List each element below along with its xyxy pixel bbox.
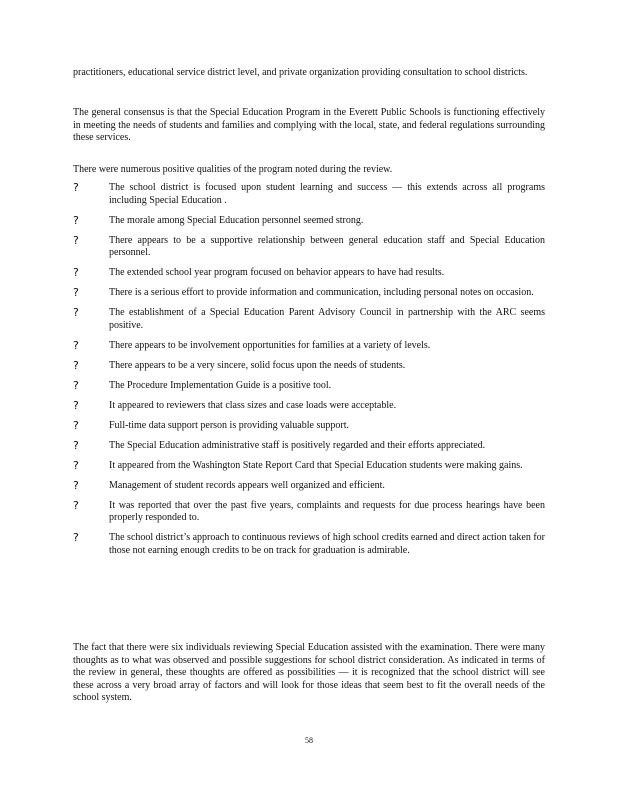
bullet-marker-icon: ? xyxy=(73,378,79,392)
list-item xyxy=(73,420,545,433)
list-item-text: Full-time data support person is providing valuable support. xyxy=(109,419,349,431)
bullet-marker-icon: ? xyxy=(73,286,79,300)
list-item-text: There is a serious effort to provide information and communication, including personal notes on occasion. xyxy=(109,287,534,299)
list-item-text: The school district is focused upon student learning and success — this extends across all programs including Special Education . xyxy=(109,182,545,206)
list-item xyxy=(73,235,545,260)
list-item xyxy=(73,267,545,280)
bullet-marker-icon: ? xyxy=(73,531,79,545)
bullet-marker-icon: ? xyxy=(73,438,79,452)
list-item xyxy=(73,440,545,453)
paragraph-closing: The fact that there were six individuals reviewing Special Education assisted with the examination. There were many thoughts as to what was observed and possible suggestions for school district consideration. As indicated in terms of the review in general, these thoughts are offered as possibilities — it is recognized that the school district will see these across a very broad array of factors and will look for those ideas that seem best to fit the overall needs of the school system. xyxy=(73,642,545,704)
bullet-marker-icon: ? xyxy=(73,213,79,227)
bullet-marker-icon: ? xyxy=(73,358,79,372)
positive-qualities-list xyxy=(73,182,545,565)
list-item xyxy=(73,532,545,557)
list-item xyxy=(73,360,545,373)
list-item-text: The Procedure Implementation Guide is a positive tool. xyxy=(109,379,332,391)
list-item xyxy=(73,307,545,332)
list-item-text: It was reported that over the past five years, complaints and requests for due process hearings have been properly responded to. xyxy=(109,499,545,524)
list-item xyxy=(73,287,545,300)
list-item xyxy=(73,340,545,353)
bullet-marker-icon: ? xyxy=(73,498,79,512)
list-item xyxy=(73,500,545,525)
list-item-text: Management of student records appears well organized and efficient. xyxy=(109,479,385,491)
list-item-text: The Special Education administrative staff is positively regarded and their efforts appreciated. xyxy=(109,439,486,451)
list-item-text: It appeared to reviewers that class sizes and case loads were acceptable. xyxy=(109,399,397,411)
page-number: 58 xyxy=(305,736,313,745)
paragraph-continuation: practitioners, educational service district level, and private organization providing consultation to school districts. xyxy=(73,67,528,78)
bullet-marker-icon: ? xyxy=(73,398,79,412)
list-item-text: There appears to be a supportive relationship between general education staff and Special Education personnel. xyxy=(109,234,545,259)
paragraph-positive-qualities-intro: There were numerous positive qualities of the program noted during the review. xyxy=(73,164,393,175)
list-item-text: The extended school year program focused on behavior appears to have had results. xyxy=(109,267,445,279)
bullet-marker-icon: ? xyxy=(73,266,79,280)
list-item-text: The morale among Special Education personnel seemed strong. xyxy=(109,214,364,226)
list-item xyxy=(73,380,545,393)
list-item-text: There appears to be a very sincere, solid focus upon the needs of students. xyxy=(109,359,406,371)
bullet-marker-icon: ? xyxy=(73,181,79,194)
list-item-text: The establishment of a Special Education Parent Advisory Council in partnership with the ARC seems positive. xyxy=(109,307,545,331)
list-item xyxy=(73,400,545,413)
bullet-marker-icon: ? xyxy=(73,458,79,472)
list-item-text: The school district’s approach to continuous reviews of high school credits earned and direct action taken for those not earning enough credits to be on track for graduation is admirable. xyxy=(109,532,545,556)
list-item xyxy=(73,215,545,228)
bullet-marker-icon: ? xyxy=(73,338,79,352)
list-item xyxy=(73,460,545,473)
list-item xyxy=(73,480,545,493)
list-item-text: There appears to be involvement opportunities for families at a variety of levels. xyxy=(109,339,431,351)
bullet-marker-icon: ? xyxy=(73,306,79,320)
bullet-marker-icon: ? xyxy=(73,418,79,432)
bullet-marker-icon: ? xyxy=(73,233,79,247)
list-item xyxy=(73,182,545,207)
bullet-marker-icon: ? xyxy=(73,478,79,492)
list-item-text: It appeared from the Washington State Report Card that Special Education students were making gains. xyxy=(109,459,523,471)
paragraph-consensus: The general consensus is that the Special Education Program in the Everett Public Schools is functioning effectively in meeting the needs of students and families and complying with the local, state, and federal regulations surrounding these services. xyxy=(73,107,545,144)
